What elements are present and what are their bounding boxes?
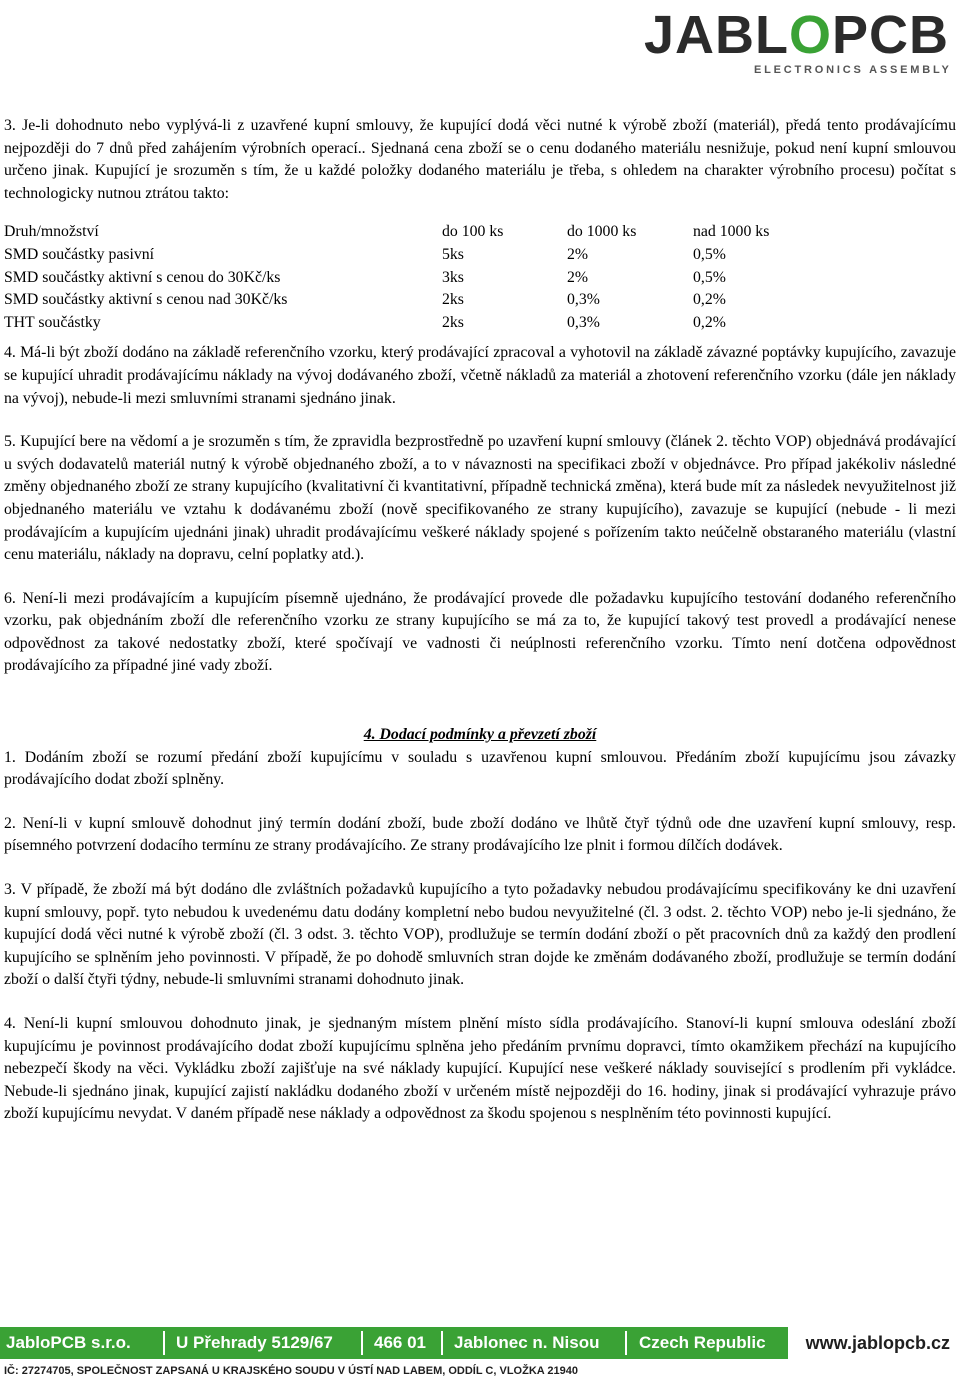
table-row — [4, 289, 956, 312]
table-cell: 0,5% — [693, 245, 726, 263]
paragraph-3: 3. Je-li dohodnuto nebo vyplývá-li z uzavřené kupní smlouvy, že kupující dodá věci nutné k výrobě zboží (materiál), předá tento prodávajícímu nejpozději do 7 dnů před zahájením výrobních operací.. Sjednaná cena zboží se o cenu dodaného materiálu nesnižuje, pokud není kupní smlouvou určeno jinak. Kupující je srozuměn s tím, že u každé položky dodaného materiálu je třeba, s ohledem na charakter výrobního procesu) počítat s technologicky nutnou ztrátou takto: — [4, 117, 956, 202]
footer-separator — [441, 1331, 443, 1355]
section-4-paragraph-3: 3. V případě, že zboží má být dodáno dle zvláštních požadavků kupujícího a tyto požadavky nebudou prodávajícímu specifikovány ke dni uzavření kupní smlouvy, popř. tyto nebudou k uvedenému datu dodány kompletní nebo budou nevyužitelné (čl. 3 odst. 2. těchto VOP) nebo je-li sjednáno, že kupující dodá věci nutné k výrobě zboží (čl. 3 odst. 3. těchto VOP), prodlužuje se termín dodání zboží o pět pracovních dnů za každý den prodlení kupujícího se splněním jeho povinnosti. V případě, že po dohodě smluvních stran dojde ke změnám dodávaného zboží, prodlužuje se termín dodání zboží o další čtyři týdny, nebude-li smluvními stranami dohodnuto jinak. — [4, 881, 956, 989]
section-4-paragraph-1: 1. Dodáním zboží se rozumí předání zboží kupujícímu v souladu s uzavřenou kupní smlouvou. Předáním zboží kupujícímu jsou závazky prodávajícího dodat zboží splněny. — [4, 748, 956, 789]
table-row — [4, 267, 956, 290]
document-body — [4, 115, 956, 1126]
footer-country: Czech Republic — [639, 1333, 766, 1352]
table-row — [4, 312, 956, 335]
material-loss-table — [4, 221, 956, 334]
footer-city: Jablonec n. Nisou — [454, 1333, 600, 1352]
paragraph-5: 5. Kupující bere na vědomí a je srozuměn s tím, že zpravidla bezprostředně po uzavření kupní smlouvy (článek 2. těchto VOP) objednává prodávající u svých dodavatelů materiál nutný k výrobě objednaného zboží, a to v návaznosti na specifikaci zboží v objednávce. Pro případ jakékoliv následné změny objednaného zboží ze strany kupujícího (kvalitativní či kvantitativní, případně technická změna), která bude mít za následek nevyužitelnost již objednaného materiálu ve vztahu k dodávanému zboží (nově specifikovaného ze strany kupujícího), zavazuje se kupující (nebude - li mezi prodávajícím a kupujícím ujednáni jinak) uhradit prodávajícímu veškeré náklady spojené s pořízením takto neúčelně obstaraného materiálu (vlastní cenu materiálu, náklady na dopravu, celní poplatky atd.). — [4, 433, 956, 564]
table-header-row — [4, 221, 956, 244]
table-cell: 0,3% — [567, 313, 600, 331]
table-cell: 5ks — [442, 245, 464, 263]
table-cell: SMD součástky aktivní s cenou nad 30Kč/ks — [4, 291, 288, 309]
table-cell: SMD součástky aktivní s cenou do 30Kč/ks — [4, 268, 281, 286]
table-cell: 2ks — [442, 313, 464, 331]
logo-wordmark: JABLOPCB — [644, 5, 950, 65]
table-header-cell: do 100 ks — [442, 223, 504, 241]
table-header-cell: nad 1000 ks — [693, 223, 770, 241]
table-cell: THT součástky — [4, 313, 101, 331]
footer-registration: IČ: 27274705, SPOLEČNOST ZAPSANÁ U KRAJSKÉHO SOUDU V ÚSTÍ NAD LABEM, ODDÍL C, VLOŽKA 21940 — [4, 1365, 578, 1377]
footer-website-box[interactable] — [788, 1327, 960, 1359]
table-cell: 3ks — [442, 268, 464, 286]
table-header-cell: Druh/množství — [4, 223, 99, 241]
table-cell: 0,5% — [693, 268, 726, 286]
table-header-cell: do 1000 ks — [567, 223, 637, 241]
table-cell: 0,3% — [567, 291, 600, 309]
table-cell: 0,2% — [693, 291, 726, 309]
paragraph-4: 4. Má-li být zboží dodáno na základě referenčního vzorku, který prodávající zpracoval a vyhotovil na základě závazné poptávky kupujícího, zavazuje se kupující uhradit prodávajícímu náklady na vývoj dodávaného zboží, včetně nákladů za materiál a zhotovení referenčního vzorku (dále jen náklady na vývoj), nebude-li mezi smluvními stranami sjednáno jinak. — [4, 344, 956, 407]
table-cell: 0,2% — [693, 313, 726, 331]
table-cell: 2ks — [442, 291, 464, 309]
footer-zip: 466 01 — [374, 1333, 426, 1352]
paragraph-6: 6. Není-li mezi prodávajícím a kupujícím písemně ujednáno, že prodávající provede dle požadavku kupujícího testování dodaného referenčního vzorku, pak objednáním zboží dle referenčního vzorku ze strany kupujícího se má za to, že kupující takový test provedl a prodávající nenese odpovědnost za takové nedostatky zboží, které spočívají ve vadnosti či neúplnosti referenčního vzorku. Tímto není dotčena odpovědnost prodávajícího za případné jiné vady zboží. — [4, 589, 956, 675]
logo-subtitle: ELECTRONICS ASSEMBLY — [754, 64, 952, 76]
footer-bar — [0, 1327, 960, 1359]
section-4-paragraph-4: 4. Není-li kupní smlouvou dohodnuto jinak, je sjednaným místem plnění místo sídla prodávajícího. Stanoví-li kupní smlouva odeslání zboží kupujícímu je povinnost prodávajícího dodat zboží kupujícímu splněna jeho předáním prvnímu dopravci, tímto okamžikem přechází na kupujícího nebezpečí škody na věci. Vykládku zboží zajišťuje na své náklady kupující. Kupující nese veškeré náklady související s prodlením při vykládce. Nebude-li sjednáno jinak, kupující zajistí nakládku dodaného zboží v určeném místě nejpozději do 16. hodiny, jinak si prodávající vyhrazuje právo zboží kupujícímu nevydat. V daném případě nese náklady a odpovědnost za škodu spojenou s nesplněním této povinnosti kupující. — [4, 1015, 956, 1123]
company-logo — [644, 5, 952, 78]
footer-company: JabloPCB s.r.o. — [6, 1333, 131, 1352]
section-title: 4. Dodací podmínky a převzetí zboží — [363, 726, 597, 744]
footer-separator — [163, 1331, 165, 1355]
section-4-paragraph-2: 2. Není-li v kupní smlouvě dohodnut jiný termín dodání zboží, bude zboží dodáno ve lhůtě čtyř týdnů ode dne uzavření kupní smlouvy, resp. písemného potvrzení dodacího termínu ze strany prodávajícího. Ze strany prodávajícího lze plnit i formou dílčích dodávek. — [4, 814, 956, 855]
table-cell: 2% — [567, 268, 589, 286]
table-row — [4, 244, 956, 267]
section-heading-wrapper — [4, 724, 956, 747]
table-cell: 2% — [567, 245, 589, 263]
table-cell: SMD součástky pasivní — [4, 245, 155, 263]
footer-separator — [361, 1331, 363, 1355]
footer-street: U Přehrady 5129/67 — [176, 1333, 333, 1352]
footer-separator — [625, 1331, 627, 1355]
footer-website-link[interactable]: www.jablopcb.cz — [805, 1333, 950, 1353]
